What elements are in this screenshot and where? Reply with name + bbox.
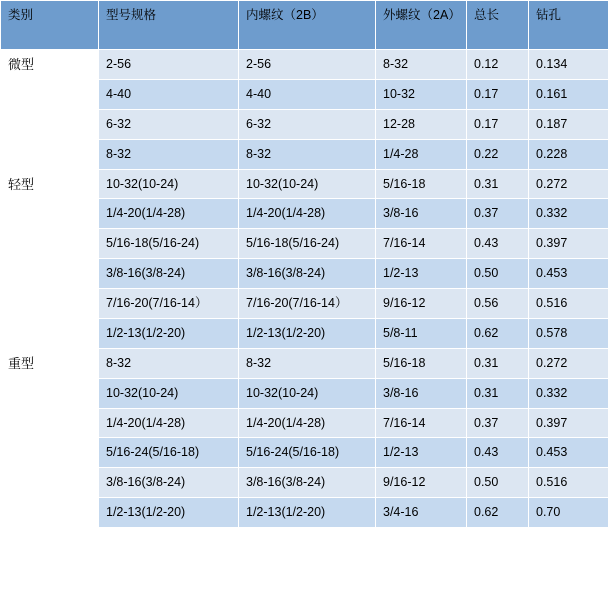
table-header-row <box>1 1 608 50</box>
cell-internal-thread: 5/16-18(5/16-24) <box>239 229 376 259</box>
column-header-internal-thread: 内螺纹（2B） <box>239 1 376 50</box>
cell-drill: 0.332 <box>529 199 608 229</box>
cell-internal-thread: 8-32 <box>239 348 376 378</box>
cell-model: 5/16-24(5/16-18) <box>99 438 239 468</box>
cell-internal-thread: 10-32(10-24) <box>239 169 376 199</box>
cell-external-thread: 7/16-14 <box>376 229 467 259</box>
cell-model: 1/4-20(1/4-28) <box>99 199 239 229</box>
cell-total-length: 0.31 <box>467 169 529 199</box>
cell-external-thread: 5/8-11 <box>376 318 467 348</box>
cell-internal-thread: 10-32(10-24) <box>239 378 376 408</box>
cell-model: 3/8-16(3/8-24) <box>99 468 239 498</box>
cell-total-length: 0.50 <box>467 259 529 289</box>
table-body <box>1 50 608 528</box>
cell-internal-thread: 3/8-16(3/8-24) <box>239 259 376 289</box>
cell-model: 8-32 <box>99 139 239 169</box>
cell-total-length: 0.37 <box>467 408 529 438</box>
cell-model: 3/8-16(3/8-24) <box>99 259 239 289</box>
cell-internal-thread: 1/2-13(1/2-20) <box>239 318 376 348</box>
cell-model: 8-32 <box>99 348 239 378</box>
cell-model: 1/2-13(1/2-20) <box>99 318 239 348</box>
table-row <box>1 50 608 80</box>
table-header <box>1 1 608 50</box>
table-row <box>1 348 608 378</box>
column-header-external-thread: 外螺纹（2A） <box>376 1 467 50</box>
cell-drill: 0.70 <box>529 498 608 528</box>
cell-total-length: 0.50 <box>467 468 529 498</box>
cell-total-length: 0.62 <box>467 318 529 348</box>
cell-drill: 0.228 <box>529 139 608 169</box>
cell-total-length: 0.56 <box>467 289 529 319</box>
cell-internal-thread: 5/16-24(5/16-18) <box>239 438 376 468</box>
cell-drill: 0.134 <box>529 50 608 80</box>
cell-total-length: 0.22 <box>467 139 529 169</box>
cell-external-thread: 7/16-14 <box>376 408 467 438</box>
cell-total-length: 0.12 <box>467 50 529 80</box>
cell-drill: 0.161 <box>529 79 608 109</box>
cell-total-length: 0.62 <box>467 498 529 528</box>
cell-model: 2-56 <box>99 50 239 80</box>
cell-external-thread: 5/16-18 <box>376 348 467 378</box>
cell-drill: 0.332 <box>529 378 608 408</box>
cell-model: 5/16-18(5/16-24) <box>99 229 239 259</box>
cell-total-length: 0.17 <box>467 109 529 139</box>
cell-internal-thread: 1/4-20(1/4-28) <box>239 408 376 438</box>
cell-total-length: 0.31 <box>467 378 529 408</box>
cell-model: 6-32 <box>99 109 239 139</box>
cell-total-length: 0.43 <box>467 229 529 259</box>
cell-drill: 0.578 <box>529 318 608 348</box>
cell-external-thread: 9/16-12 <box>376 289 467 319</box>
cell-model: 10-32(10-24) <box>99 169 239 199</box>
cell-drill: 0.397 <box>529 408 608 438</box>
column-header-category: 类别 <box>1 1 99 50</box>
cell-external-thread: 5/16-18 <box>376 169 467 199</box>
column-header-drill: 钻孔 <box>529 1 608 50</box>
cell-internal-thread: 3/8-16(3/8-24) <box>239 468 376 498</box>
cell-external-thread: 8-32 <box>376 50 467 80</box>
cell-internal-thread: 1/4-20(1/4-28) <box>239 199 376 229</box>
cell-drill: 0.516 <box>529 289 608 319</box>
cell-internal-thread: 4-40 <box>239 79 376 109</box>
cell-drill: 0.272 <box>529 169 608 199</box>
cell-drill: 0.272 <box>529 348 608 378</box>
cell-model: 4-40 <box>99 79 239 109</box>
cell-internal-thread: 2-56 <box>239 50 376 80</box>
cell-total-length: 0.17 <box>467 79 529 109</box>
cell-external-thread: 1/4-28 <box>376 139 467 169</box>
cell-external-thread: 3/4-16 <box>376 498 467 528</box>
cell-model: 1/4-20(1/4-28) <box>99 408 239 438</box>
cell-external-thread: 12-28 <box>376 109 467 139</box>
cell-total-length: 0.43 <box>467 438 529 468</box>
cell-drill: 0.397 <box>529 229 608 259</box>
cell-external-thread: 1/2-13 <box>376 438 467 468</box>
column-header-model: 型号规格 <box>99 1 239 50</box>
cell-external-thread: 3/8-16 <box>376 199 467 229</box>
cell-drill: 0.453 <box>529 259 608 289</box>
cell-drill: 0.187 <box>529 109 608 139</box>
category-cell: 微型 <box>1 50 99 170</box>
cell-internal-thread: 1/2-13(1/2-20) <box>239 498 376 528</box>
cell-internal-thread: 7/16-20(7/16-14） <box>239 289 376 319</box>
cell-internal-thread: 6-32 <box>239 109 376 139</box>
cell-model: 1/2-13(1/2-20) <box>99 498 239 528</box>
cell-total-length: 0.37 <box>467 199 529 229</box>
category-cell: 重型 <box>1 348 99 527</box>
cell-external-thread: 3/8-16 <box>376 378 467 408</box>
cell-model: 10-32(10-24) <box>99 378 239 408</box>
cell-model: 7/16-20(7/16-14） <box>99 289 239 319</box>
cell-external-thread: 10-32 <box>376 79 467 109</box>
cell-external-thread: 1/2-13 <box>376 259 467 289</box>
column-header-total-length: 总长 <box>467 1 529 50</box>
cell-drill: 0.453 <box>529 438 608 468</box>
cell-internal-thread: 8-32 <box>239 139 376 169</box>
cell-external-thread: 9/16-12 <box>376 468 467 498</box>
category-cell: 轻型 <box>1 169 99 348</box>
table-row <box>1 169 608 199</box>
cell-drill: 0.516 <box>529 468 608 498</box>
cell-total-length: 0.31 <box>467 348 529 378</box>
